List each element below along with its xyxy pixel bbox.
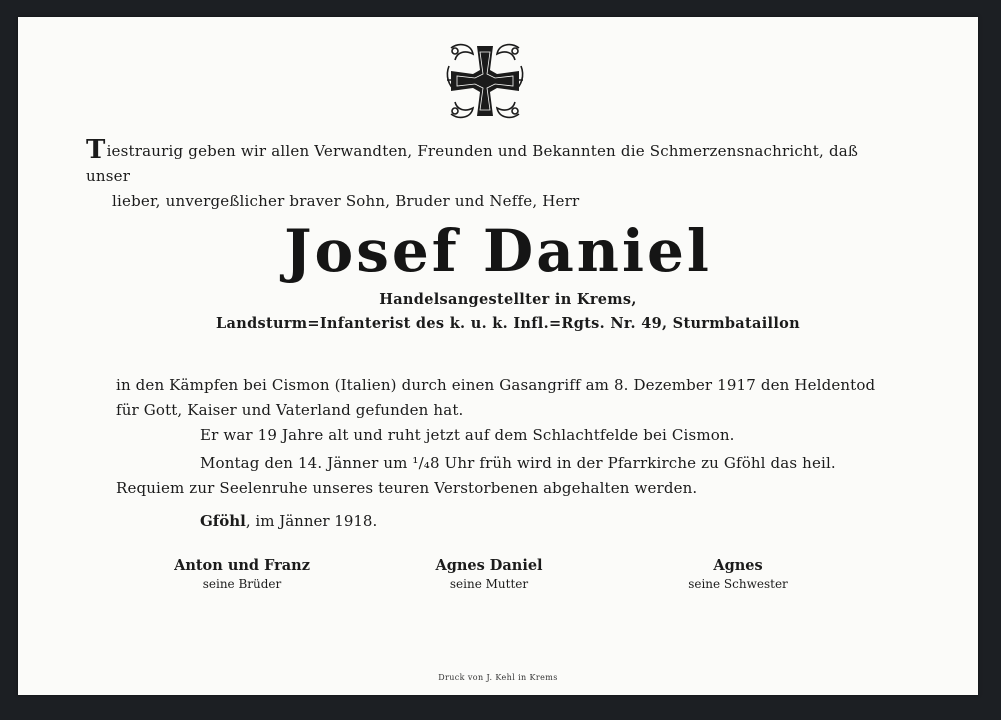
signatory-relation: seine Mutter	[449, 577, 529, 591]
place-name: Gföhl	[200, 512, 246, 530]
requiem-line-1: Montag den 14. Jänner um ¹/₄8 Uhr früh wird in der Pfarrkirche zu Gföhl das heil.	[200, 454, 836, 472]
intro-paragraph	[86, 135, 886, 214]
intro-initial: T	[86, 135, 106, 165]
signatory-name: Agnes	[713, 557, 763, 574]
intro-line-2: lieber, unvergeßlicher braver Sohn, Bruder und Neffe, Herr	[112, 192, 580, 210]
intro-line-1: iestraurig geben wir allen Verwandten, Freunden und Bekannten die Schmerzensnachricht, daß unser	[86, 142, 859, 185]
printer-imprint: Druck von J. Kehl in Krems	[438, 673, 558, 682]
burial-paragraph: Er war 19 Jahre alt und ruht jetzt auf dem Schlachtfelde bei Cismon.	[200, 426, 735, 444]
death-line-2: für Gott, Kaiser und Vaterland gefunden hat.	[116, 401, 464, 419]
signatory-name: Anton und Franz	[174, 557, 310, 574]
date-text: , im Jänner 1918.	[245, 512, 378, 530]
signatory-sister	[618, 556, 858, 592]
deceased-name: Josef Daniel	[284, 217, 712, 285]
requiem-line-2: Requiem zur Seelenruhe unseres teuren Verstorbenen abgehalten werden.	[116, 479, 698, 497]
signatory-relation: seine Brüder	[202, 577, 282, 591]
death-line-1: in den Kämpfen bei Cismon (Italien) durch einen Gasangriff am 8. Dezember 1917 den Heldentod	[116, 376, 876, 394]
deceased-military-rank: Landsturm=Infanterist des k. u. k. Infl.=Rgts. Nr. 49, Sturmbataillon	[216, 315, 800, 332]
requiem-paragraph	[116, 451, 876, 501]
death-paragraph	[116, 373, 876, 423]
place-date	[200, 512, 377, 530]
obituary-card	[18, 17, 978, 695]
signatory-name: Agnes Daniel	[435, 557, 543, 574]
iron-cross-icon	[445, 40, 525, 122]
signatory-relation: seine Schwester	[688, 577, 788, 591]
deceased-occupation: Handelsangestellter in Krems,	[379, 291, 637, 308]
signatory-brothers	[122, 556, 362, 592]
signatory-mother	[369, 556, 609, 592]
